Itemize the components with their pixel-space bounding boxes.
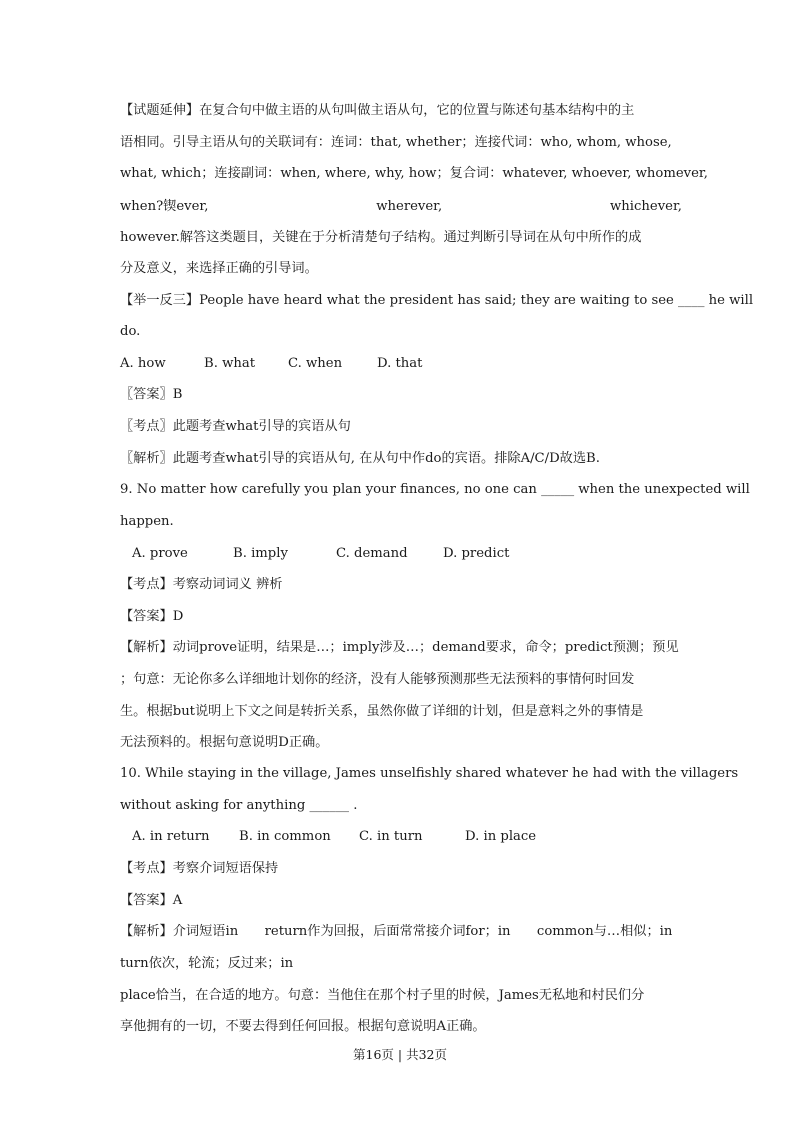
option: C. when <box>288 356 343 371</box>
answer-line: 【答案】D <box>120 609 184 624</box>
answer-options <box>132 827 694 847</box>
option: C. in turn <box>359 829 423 844</box>
text-line: however.解答这类题目，关键在于分析清楚句子结构。通过判断引导词在从句中所作的成 <box>120 230 642 245</box>
text-fragment: when?锲ever, <box>120 199 209 214</box>
text-line: 语相同。引导主语从句的关联词有：连词：that, whether；连接代词：who, whom, whose, <box>120 135 672 150</box>
topic-line: 【考点】考察动词词义 辨析 <box>120 577 283 592</box>
text-line: place恰当，在合适的地方。句意：当他住在那个村子里的时候，James无私地和村民们分 <box>120 988 645 1003</box>
text-line: what, which；连接副词：when, where, why, how；复合词：whatever, whoever, whomever, <box>120 166 708 181</box>
text-line: without asking for anything ______ . <box>120 798 358 813</box>
option: D. in place <box>465 829 537 844</box>
text-line: 享他拥有的一切，不要去得到任何回报。根据句意说明A正确。 <box>120 1019 486 1034</box>
text-line: 分及意义，来选择正确的引导词。 <box>120 261 318 276</box>
option: D. that <box>377 356 423 371</box>
option: A. prove <box>132 546 188 561</box>
text-line: 无法预料的。根据句意说明D正确。 <box>120 735 329 750</box>
question-10: 10. While staying in the village, James unselfishly shared whatever he had with the villagers <box>120 766 739 781</box>
answer-line: 〖答案〗B <box>120 387 183 402</box>
option: B. what <box>204 356 256 371</box>
text-line: 生。根据but说明上下文之间是转折关系，虽然你做了详细的计划，但是意料之外的事情是 <box>120 704 644 719</box>
answer-options <box>132 544 694 564</box>
analysis-line: 【解析】介词短语in return作为回报，后面常常接介词for；in common与…相似；in <box>120 924 673 939</box>
option: B. in common <box>239 829 331 844</box>
text-fragment: whichever, <box>610 199 682 214</box>
page-footer: 第16页 | 共32页 <box>353 1047 447 1062</box>
answer-line: 【答案】A <box>120 893 183 908</box>
question-9: 9. No matter how carefully you plan your finances, no one can _____ when the unexpected will <box>120 482 750 497</box>
option: A. how <box>120 356 166 371</box>
text-line <box>120 197 682 217</box>
option: D. predict <box>443 546 510 561</box>
topic-line: 【考点】考察介词短语保持 <box>120 861 279 876</box>
analysis-line: 【解析】动词prove证明，结果是…；imply涉及…；demand要求，命令；predict预测；预见 <box>120 640 679 655</box>
text-line: 【试题延伸】在复合句中做主语的从句叫做主语从句，它的位置与陈述句基本结构中的主 <box>120 103 635 118</box>
text-line: turn依次，轮流；反过来；in <box>120 956 294 971</box>
text-line: happen. <box>120 514 174 529</box>
practice-question: 【举一反三】People have heard what the president has said; they are waiting to see ____ he will <box>120 293 754 308</box>
topic-line: 〖考点〗此题考查what引导的宾语从句 <box>120 419 351 434</box>
analysis-line: 〖解析〗此题考查what引导的宾语从句, 在从句中作do的宾语。排除A/C/D故选B. <box>120 451 600 466</box>
option: A. in return <box>132 829 210 844</box>
text-fragment: wherever, <box>376 199 443 214</box>
answer-options <box>120 354 682 374</box>
text-line: do. <box>120 324 141 339</box>
option: B. imply <box>233 546 288 561</box>
text-line: ；句意：无论你多么详细地计划你的经济，没有人能够预测那些无法预料的事情何时回发 <box>120 672 635 687</box>
option: C. demand <box>336 546 408 561</box>
